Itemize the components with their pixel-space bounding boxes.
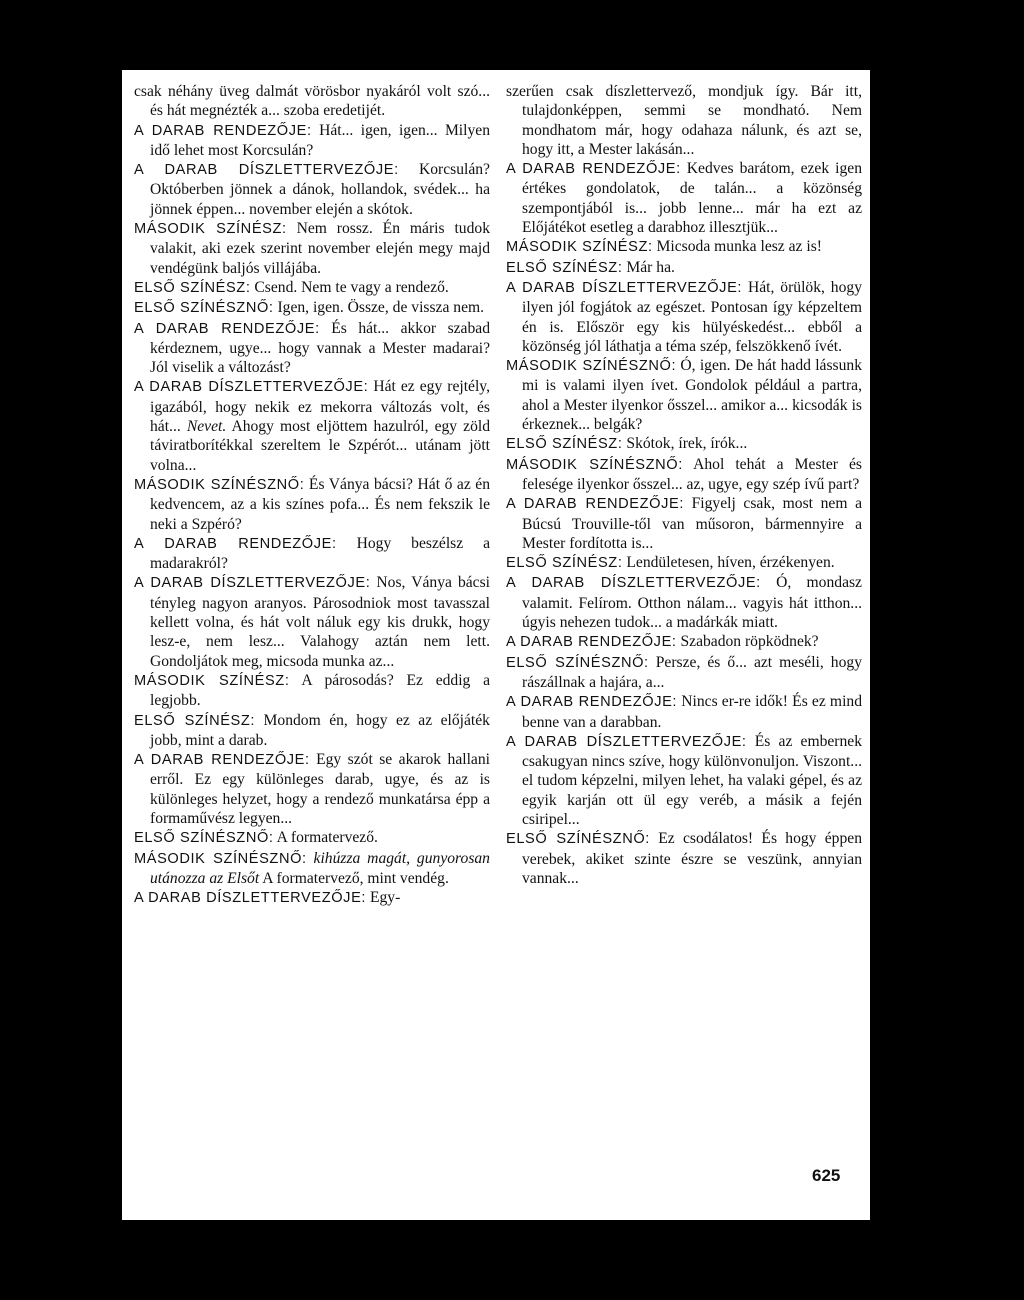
dialogue-text: Figyelj csak, most nem a Búcsú Trouville-től van műsoron, bármennyire a Mester fordította is... bbox=[522, 495, 862, 552]
right-text-column bbox=[506, 82, 862, 888]
dialogue-paragraph bbox=[134, 121, 490, 161]
speaker-name: MÁSODIK SZÍNÉSZ: bbox=[134, 221, 287, 238]
dialogue-paragraph bbox=[134, 849, 490, 889]
speaker-name: MÁSODIK SZÍNÉSZNŐ: bbox=[134, 476, 305, 493]
speaker-name: A DARAB DÍSZLETTERVEZŐJE: bbox=[506, 279, 743, 296]
dialogue-text: Ez csodálatos! És hogy éppen verebek, akiket szinte észre se veszünk, annyian vannak... bbox=[522, 830, 862, 887]
speaker-name: A DARAB DÍSZLETTERVEZŐJE: bbox=[506, 733, 747, 750]
speaker-name: A DARAB DÍSZLETTERVEZŐJE: bbox=[506, 575, 761, 592]
stage-direction: Nevet. bbox=[186, 418, 227, 436]
dialogue-text: Ó, igen. De hát hadd lássunk mi is valami ilyen ívet. Gondolok például a partra, ahol a Mester ilyenkor ősszel... amikor a... kicsodák is érkeznek... belgák? bbox=[522, 357, 862, 434]
speaker-name: A DARAB RENDEZŐJE: bbox=[134, 535, 337, 552]
dialogue-text: Hát... igen, igen... Milyen idő lehet most Korcsulán? bbox=[150, 121, 490, 159]
dialogue-text: Ahogy most eljöttem hazulról, egy zöld táviratborítékkal szereltem le Szpérót... utánam jött volna... bbox=[150, 418, 491, 474]
dialogue-paragraph bbox=[134, 298, 490, 318]
dialogue-paragraph bbox=[506, 455, 862, 495]
speaker-name: A DARAB RENDEZŐJE: bbox=[134, 752, 310, 769]
dialogue-text: Egy szót se akarok hallani erről. Ez egy különleges darab, ugye, és az is különleges helyzet, hogy a rendező munkatársa épp a formaművész legyen... bbox=[150, 751, 490, 827]
dialogue-paragraph bbox=[134, 219, 490, 278]
dialogue-paragraph bbox=[506, 732, 862, 829]
dialogue-paragraph bbox=[134, 750, 490, 828]
speaker-name: ELSŐ SZÍNÉSZNŐ: bbox=[506, 654, 649, 671]
speaker-name: ELSŐ SZÍNÉSZNŐ: bbox=[134, 300, 274, 317]
dialogue-paragraph bbox=[134, 828, 490, 848]
dialogue-paragraph bbox=[134, 475, 490, 534]
dialogue-text: És hát... akkor szabad kérdeznem, ugye... hogy vannak a Mester madarai? Jól viselik a változást? bbox=[150, 319, 490, 377]
speaker-name: MÁSODIK SZÍNÉSZNŐ: bbox=[134, 850, 307, 867]
stage-direction: kihúzza magát, gunyorosan utánozza az Elsőt bbox=[150, 849, 490, 887]
dialogue-text: Csend. Nem te vagy a rendező. bbox=[254, 278, 449, 296]
dialogue-paragraph bbox=[134, 671, 490, 711]
dialogue-paragraph bbox=[134, 377, 490, 474]
dialogue-text: A párosodás? Ez eddig a legjobb. bbox=[150, 671, 490, 710]
dialogue-paragraph bbox=[506, 653, 862, 693]
page-number: 625 bbox=[812, 1166, 841, 1185]
speaker-name: MÁSODIK SZÍNÉSZNŐ: bbox=[506, 456, 683, 473]
dialogue-text: Szabadon röpködnek? bbox=[680, 633, 819, 651]
speaker-name: ELSŐ SZÍNÉSZ: bbox=[506, 555, 623, 572]
dialogue-text: Kedves barátom, ezek igen értékes gondolatok, de talán... a közönség szempontjából is... jobb lenne... már ha ezt az Előjátékot esetleg a darabhoz illesztjük... bbox=[522, 160, 862, 237]
dialogue-text: És Ványa bácsi? Hát ő az én kedvencem, az a kis színes pofa... És nem fekszik le neki a Szpéró? bbox=[150, 475, 490, 533]
dialogue-paragraph bbox=[506, 434, 862, 454]
dialogue-paragraph bbox=[134, 278, 490, 298]
speaker-name: MÁSODIK SZÍNÉSZ: bbox=[134, 672, 290, 689]
speaker-name: ELSŐ SZÍNÉSZ: bbox=[506, 259, 623, 276]
speaker-name: ELSŐ SZÍNÉSZNŐ: bbox=[134, 830, 274, 847]
dialogue-paragraph bbox=[134, 160, 490, 219]
dialogue-paragraph bbox=[506, 258, 862, 278]
dialogue-text: Micsoda munka lesz az is! bbox=[656, 238, 822, 256]
dialogue-text: És az embernek csakugyan nincs szíve, hogy különvonuljon. Viszont... el tudom képzelni, milyen lehet, ha valaki gépel, és az egyik karján ott ül egy veréb, a másik a fején csiripel... bbox=[522, 732, 862, 828]
dialogue-text: A formatervező. bbox=[276, 829, 378, 847]
speaker-name: A DARAB DÍSZLETTERVEZŐJE: bbox=[134, 575, 371, 592]
speaker-name: A DARAB RENDEZŐJE: bbox=[506, 694, 678, 711]
dialogue-text: Skótok, írek, írók... bbox=[626, 435, 748, 453]
dialogue-paragraph bbox=[506, 237, 862, 257]
dialogue-paragraph bbox=[506, 159, 862, 237]
dialogue-text: Persze, és ő... azt meséli, hogy rászállnak a hajára, a... bbox=[522, 653, 862, 691]
dialogue-text: Ahol tehát a Mester és felesége ilyenkor ősszel... az, ugye, egy szép ívű part? bbox=[522, 455, 862, 493]
dialogue-paragraph bbox=[506, 494, 862, 553]
dialogue-paragraph bbox=[506, 356, 862, 434]
dialogue-paragraph bbox=[134, 711, 490, 751]
speaker-name: A DARAB RENDEZŐJE: bbox=[506, 496, 684, 513]
dialogue-paragraph bbox=[506, 829, 862, 888]
speaker-name: ELSŐ SZÍNÉSZ: bbox=[506, 436, 623, 453]
dialogue-text: csak néhány üveg dalmát vörösbor nyakáról volt szó... és hát megnézték a... szoba eredetijét. bbox=[134, 83, 490, 120]
speaker-name: A DARAB DÍSZLETTERVEZŐJE: bbox=[134, 162, 399, 179]
dialogue-text: Igen, igen. Össze, de vissza nem. bbox=[277, 299, 485, 317]
dialogue-paragraph bbox=[134, 888, 490, 908]
speaker-name: A DARAB DÍSZLETTERVEZŐJE: bbox=[134, 890, 367, 907]
dialogue-paragraph bbox=[134, 573, 490, 670]
speaker-name: A DARAB RENDEZŐJE: bbox=[134, 320, 320, 337]
dialogue-text: Lendületesen, híven, érzékenyen. bbox=[626, 554, 835, 572]
speaker-name: MÁSODIK SZÍNÉSZ: bbox=[506, 239, 653, 256]
dialogue-text: Nincs er-re idők! És ez mind benne van a darabban. bbox=[522, 693, 862, 731]
speaker-name: ELSŐ SZÍNÉSZ: bbox=[134, 712, 256, 729]
dialogue-paragraph bbox=[506, 82, 862, 159]
speaker-name: A DARAB RENDEZŐJE: bbox=[506, 634, 677, 651]
dialogue-text: Hát, örülök, hogy ilyen jól fogjátok az egészet. Pontosan így képzeltem én is. Először egy kis hülyéskedést... ebből a közönség jól láthatja a téma szép, felszökkenő ívét. bbox=[522, 278, 862, 355]
dialogue-text: Mondom én, hogy ez az előjáték jobb, mint a darab. bbox=[150, 711, 490, 749]
dialogue-text: szerűen csak díszlettervező, mondjuk így. Bár itt, tulajdonképpen, semmi se mondható. Nem mondhatom már, hogy odahaza nálunk, és azt se, hogy itt, a Mester lakásán... bbox=[506, 83, 862, 158]
dialogue-text: Hogy beszélsz a madarakról? bbox=[150, 534, 490, 573]
speaker-name: A DARAB RENDEZŐJE: bbox=[506, 161, 681, 178]
speaker-name: MÁSODIK SZÍNÉSZNŐ: bbox=[506, 358, 677, 375]
dialogue-paragraph bbox=[506, 278, 862, 356]
dialogue-text: Korcsulán? Októberben jönnek a dánok, hollandok, svédek... ha jönnek éppen... november elején a skótok. bbox=[150, 161, 490, 218]
speaker-name: ELSŐ SZÍNÉSZ: bbox=[134, 279, 251, 296]
dialogue-text: Ó, mondasz valamit. Felírom. Otthon nálam... vagyis hát itthon... úgyis nehezen tudok... a madárkák miatt. bbox=[522, 574, 862, 632]
dialogue-paragraph bbox=[506, 573, 862, 632]
dialogue-paragraph bbox=[506, 692, 862, 732]
dialogue-text: Már ha. bbox=[626, 258, 675, 276]
dialogue-paragraph bbox=[506, 553, 862, 573]
speaker-name: ELSŐ SZÍNÉSZNŐ: bbox=[506, 831, 650, 848]
dialogue-text: Egy- bbox=[369, 889, 401, 907]
dialogue-paragraph bbox=[134, 82, 490, 121]
left-text-column bbox=[134, 82, 490, 908]
dialogue-text: Hát ez egy rejtély, igazából, hogy nekik ez mekorra változás volt, és hát... bbox=[150, 378, 490, 436]
dialogue-text: Nos, Ványa bácsi tényleg nagyon aranyos. Párosodniok most tavasszal kellett volna, és hát volt náluk egy kis drukk, hogy lesz-e, nem lesz... Valahogy aztán nem lett. Gondoljátok meg, micsoda munka az... bbox=[150, 574, 490, 670]
book-page bbox=[122, 70, 870, 1220]
dialogue-paragraph bbox=[134, 319, 490, 378]
dialogue-text: Nem rossz. Én máris tudok valakit, aki ezek szerint november elején megy majd vendégünk baljós villájába. bbox=[150, 220, 490, 277]
dialogue-text: A formatervező, mint vendég. bbox=[262, 869, 449, 887]
speaker-name: A DARAB RENDEZŐJE: bbox=[134, 122, 312, 139]
dialogue-paragraph bbox=[506, 632, 862, 652]
speaker-name: A DARAB DÍSZLETTERVEZŐJE: bbox=[134, 379, 369, 396]
dialogue-paragraph bbox=[134, 534, 490, 574]
